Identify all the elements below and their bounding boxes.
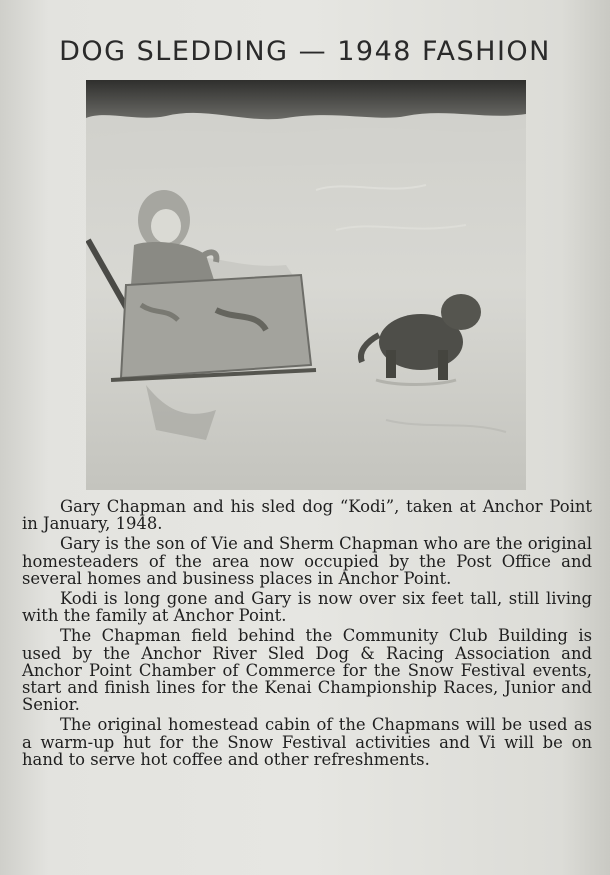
paragraph-caption: Gary Chapman and his sled dog “Kodi”, taken at Anchor Point in January, 1948. [22, 497, 592, 534]
dog-head [441, 294, 481, 330]
paragraph-family: Gary is the son of Vie and Sherm Chapman who are the original homesteaders of the area now occupied by the Post Office and several homes and business places in Anchor Point. [22, 534, 593, 588]
sled-box [121, 275, 311, 378]
paragraph-field: The Chapman field behind the Community Club Building is used by the Anchor River Sled Dog & Racing Association and Anchor Point Chamber of Commerce for the Snow Festival events, start and finish lines for the Kenai Championship Races, Junior and Senior. [22, 626, 592, 715]
tree-line [86, 80, 526, 119]
page-title: DOG SLEDDING — 1948 FASHION [59, 36, 551, 67]
article-photo [86, 80, 526, 490]
article-body [22, 498, 592, 771]
paragraph-kodi: Kodi is long gone and Gary is now over six feet tall, still living with the family at Anchor Point. [22, 589, 592, 626]
paragraph-cabin: The original homestead cabin of the Chapmans will be used as a warm-up hut for the Snow Festival activities and Vi will be on hand to serve hot coffee and other refreshments. [22, 715, 592, 769]
sled-dog-photo-icon [86, 80, 526, 490]
